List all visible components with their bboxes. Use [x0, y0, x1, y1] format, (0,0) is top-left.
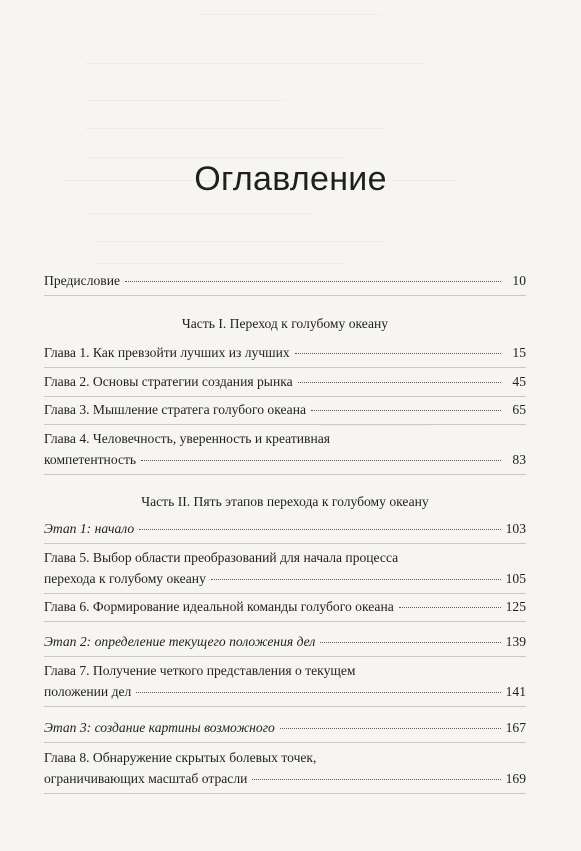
divider [44, 424, 526, 425]
dot-leader [311, 410, 501, 411]
toc-entry-title: Глава 6. Формирование идеальной команды голубого океана [44, 599, 394, 614]
toc-entry-chapter-6[interactable] [44, 596, 526, 617]
toc-entry-preface[interactable] [44, 270, 526, 291]
dot-leader [280, 728, 501, 729]
toc-page-number: 105 [505, 571, 526, 586]
toc-entry-chapter-1[interactable] [44, 342, 526, 363]
divider [44, 474, 526, 475]
toc-entry-title: Глава 7. Получение четкого представления о текущем [44, 663, 356, 678]
dot-leader [295, 353, 501, 354]
toc-page-number: 125 [505, 599, 526, 614]
dot-leader [252, 779, 500, 780]
divider [44, 295, 526, 296]
toc-entry-title: Этап 2: определение текущего положения дел [44, 634, 316, 649]
part-heading-2: Часть II. Пять этапов перехода к голубому океану [141, 494, 429, 509]
dot-leader [320, 642, 500, 643]
divider [44, 621, 526, 622]
toc-entry-title: Глава 2. Основы стратегии создания рынка [44, 374, 293, 389]
toc-page-number: 169 [505, 771, 526, 786]
toc-entry-title-continued: компетентность [44, 452, 137, 467]
toc-entry-title: Этап 3: создание картины возможного [44, 720, 275, 735]
toc-entry-title: Глава 4. Человечность, уверенность и креативная [44, 431, 331, 446]
dot-leader [211, 579, 501, 580]
divider [44, 396, 526, 397]
toc-entry-chapter-2[interactable] [44, 371, 526, 392]
toc-page-number: 167 [505, 720, 526, 735]
toc-page-number: 15 [512, 345, 526, 360]
toc-entry-title: Глава 5. Выбор области преобразований для начала процесса [44, 550, 399, 565]
part-heading-1: Часть I. Переход к голубому океану [181, 316, 389, 331]
divider [44, 656, 526, 657]
toc-page-number: 83 [512, 452, 526, 467]
divider [44, 793, 526, 794]
dot-leader [139, 529, 500, 530]
toc-page-number: 45 [512, 374, 526, 389]
divider [44, 593, 526, 594]
divider [44, 367, 526, 368]
divider [44, 742, 526, 743]
toc-page-number: 65 [512, 402, 526, 417]
toc-entry-title: Предисловие [44, 273, 121, 288]
toc-entry-title: Глава 8. Обнаружение скрытых болевых точек, [44, 750, 317, 765]
toc-entry-chapter-4[interactable] [44, 428, 526, 470]
toc-entry-title: Глава 3. Мышление стратега голубого океана [44, 402, 307, 417]
dot-leader [298, 382, 501, 383]
toc-page-number: 139 [505, 634, 526, 649]
toc-page-number: 103 [505, 521, 526, 536]
page-title: Оглавление [194, 160, 387, 198]
toc-entry-stage-3[interactable] [44, 717, 526, 738]
divider [44, 543, 526, 544]
toc-entry-title: Глава 1. Как превзойти лучших из лучших [44, 345, 290, 360]
dot-leader [136, 692, 500, 693]
toc-entry-chapter-8[interactable] [44, 747, 526, 789]
divider [44, 706, 526, 707]
dot-leader [399, 607, 501, 608]
toc-entry-title-continued: ограничивающих масштаб отрасли [44, 771, 248, 786]
toc-page-number: 10 [512, 273, 526, 288]
dot-leader [125, 281, 501, 282]
toc-entry-stage-1[interactable] [44, 518, 526, 539]
toc-entry-title: Этап 1: начало [44, 521, 135, 536]
toc-entry-title-continued: положении дел [44, 684, 132, 699]
toc-page-number: 141 [505, 684, 526, 699]
toc-entry-chapter-7[interactable] [44, 660, 526, 702]
toc-entry-title-continued: перехода к голубому океану [44, 571, 206, 586]
dot-leader [141, 460, 501, 461]
toc-entry-chapter-3[interactable] [44, 399, 526, 420]
toc-entry-stage-2[interactable] [44, 631, 526, 652]
toc-entry-chapter-5[interactable] [44, 547, 526, 589]
